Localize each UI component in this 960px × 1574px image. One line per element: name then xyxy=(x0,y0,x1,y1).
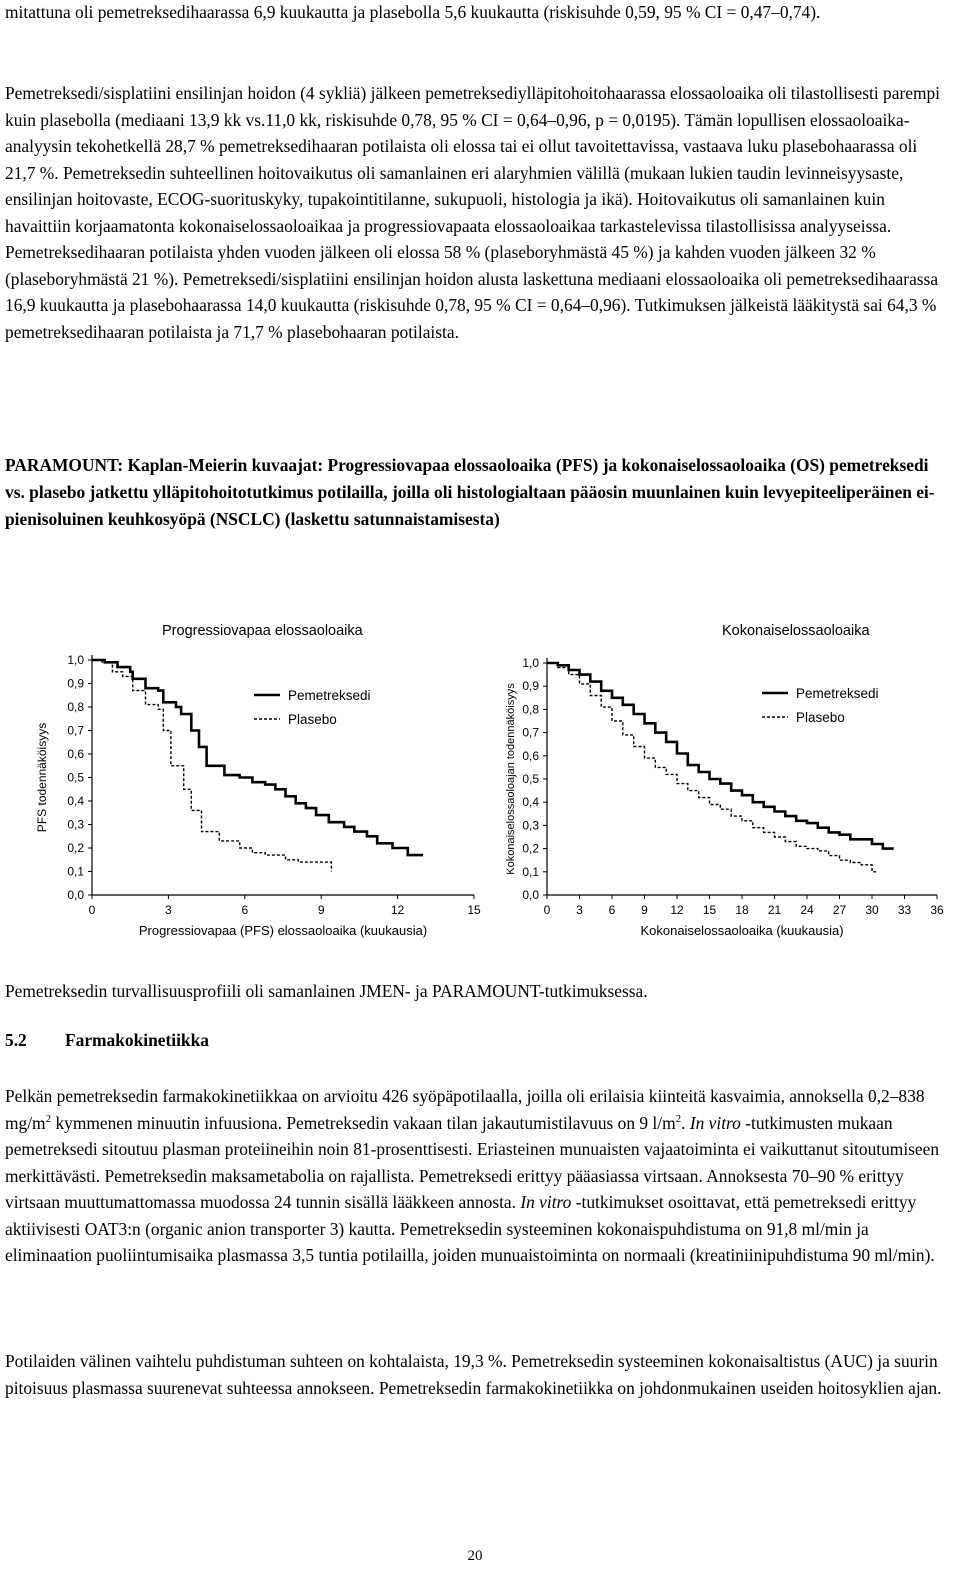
x-tick-label: 6 xyxy=(241,903,249,917)
y-tick-label: 0,6 xyxy=(67,747,84,761)
pk-text-b: kymmenen minuutin infuusiona. Pemetreksedin vakaan tilan jakautumistilavuus on 9 l/m xyxy=(51,1112,676,1133)
y-tick-label: 0,7 xyxy=(67,723,84,738)
chart-title: Kokonaiselossaoloaika xyxy=(722,623,870,639)
pk-text-e: -tutkimukset osoittavat, että pemetreksedi erittyy aktiivisesti OAT3:n (organic anion transporter 3) kautta. Pemetreksedin systeeminen kokonaispuhdistuma on 91,8 ml/min ja eliminaation puoliintumisaika plasmassa 3,5 tuntia potilailla, joiden munuaistoiminta on normaali (kreatiniinipuhdistuma 90 ml/min). xyxy=(5,1192,935,1265)
x-tick-label: 15 xyxy=(702,903,717,917)
y-tick-label: 0,8 xyxy=(67,700,84,714)
kaplan-meier-charts xyxy=(22,585,960,955)
x-tick-label: 12 xyxy=(390,903,405,917)
y-tick-label: 1,0 xyxy=(522,656,539,670)
section-title: Farmakokinetiikka xyxy=(65,1030,209,1050)
y-tick-label: 0,9 xyxy=(67,676,84,691)
chart-title: Progressiovapaa elossaoloaika xyxy=(162,623,363,639)
x-tick-label: 0 xyxy=(543,903,551,917)
x-axis-label: Progressiovapaa (PFS) elossaoloaika (kuukausia) xyxy=(138,923,428,938)
y-tick-label: 1,0 xyxy=(67,653,84,667)
y-tick-label: 0,5 xyxy=(522,772,539,786)
y-tick-label: 0,4 xyxy=(522,795,539,810)
pk-sup-2: 2 xyxy=(675,1112,682,1125)
legend-label: Pemetreksedi xyxy=(796,686,879,701)
y-tick-label: 0,5 xyxy=(67,770,84,785)
series-line-pemetreksedi xyxy=(92,660,423,855)
y-tick-label: 0,1 xyxy=(522,864,539,879)
paragraph-pharmacokinetics xyxy=(5,1083,950,1269)
pk-text-d: -tutkimusten mukaan pemetreksedi sitoutuu plasman proteiineihin noin 81-prosenttisesti. Eriasteinen munuaisten vajaatoiminta ei vaikuttanut sitoutumiseen merkittävästi. Pemetreksedin maksametabolia on rajallista. Pemetreksedi erittyy pääasiassa virtsaan. Annoksesta 70–90 % erittyy virtsaan muuttumattomassa muodossa 24 tunnin sisällä lääkkeen annosta. xyxy=(5,1112,940,1212)
y-tick-label: 0,2 xyxy=(522,841,539,856)
x-tick-label: 15 xyxy=(467,903,481,917)
pk-text-a: Pelkän pemetreksedin farmakokinetiikkaa on arvioitu 426 syöpäpotilaalla, joilla oli erilaisia kiinteitä kasvaimia, annoksella 0,2–838 mg/m xyxy=(5,1086,925,1133)
x-tick-label: 36 xyxy=(930,903,944,917)
paragraph-pfs-result: mitattuna oli pemetreksedihaarassa 6,9 kuukautta ja plasebolla 5,6 kuukautta (riskisuhde 0,59, 95 % CI = 0,47–0,74). xyxy=(5,2,821,22)
x-tick-label: 0 xyxy=(88,903,96,917)
kaplan-meier-figure xyxy=(22,585,960,955)
x-tick-label: 33 xyxy=(897,903,912,917)
y-tick-label: 0,1 xyxy=(67,864,84,879)
pk-text-c: . xyxy=(681,1112,690,1133)
x-tick-label: 18 xyxy=(735,903,749,917)
y-tick-label: 0,3 xyxy=(67,817,84,832)
paragraph-safety: Pemetreksedin turvallisuusprofiili oli samanlainen JMEN- ja PARAMOUNT-tutkimuksessa. xyxy=(5,981,648,1001)
x-axis-label: Kokonaiselossaoloaika (kuukausia) xyxy=(640,923,844,938)
legend-label: Plasebo xyxy=(288,712,337,727)
figure-heading: PARAMOUNT: Kaplan-Meierin kuvaajat: Progressiovapaa elossaoloaika (PFS) ja kokonaiselossaoloaika (OS) pemetreksedi vs. plasebo jatkettu ylläpitohoitotutkimus potilailla, joilla oli histologialtaan pääosin muunlainen kuin levyepiteeliperäinen ei-pienisoluinen keuhkosyöpä (NSCLC) (laskettu satunnaistamisesta) xyxy=(5,455,935,529)
x-tick-label: 3 xyxy=(576,903,583,917)
x-tick-label: 9 xyxy=(317,903,325,917)
pk-sup-1: 2 xyxy=(45,1112,52,1125)
section-heading xyxy=(5,1030,209,1051)
x-tick-label: 6 xyxy=(608,903,616,917)
y-axis-label: Kokonaiselossaoloajan todennäköisyys xyxy=(505,683,517,875)
pk-italic-in-vitro-1: In vitro xyxy=(689,1112,741,1133)
y-tick-label: 0,0 xyxy=(67,888,84,902)
legend-label: Plasebo xyxy=(796,710,845,725)
paragraph-variability: Potilaiden välinen vaihtelu puhdistuman suhteen on kohtalaista, 19,3 %. Pemetreksedin systeeminen kokonaisaltistus (AUC) ja suurin pitoisuus plasmassa suurenevat suhteessa annokseen. Pemetreksedin farmakokinetiikka on johdonmukainen useiden hoitosyklien ajan. xyxy=(5,1351,942,1398)
x-tick-label: 21 xyxy=(767,903,782,917)
x-tick-label: 30 xyxy=(865,903,879,917)
x-tick-label: 27 xyxy=(832,903,847,917)
y-axis-label: PFS todennäköisyys xyxy=(35,722,49,833)
y-tick-label: 0,3 xyxy=(522,818,539,833)
x-tick-label: 3 xyxy=(165,903,172,917)
section-number: 5.2 xyxy=(5,1030,27,1050)
x-tick-label: 12 xyxy=(670,903,684,917)
x-tick-label: 9 xyxy=(641,903,648,917)
y-tick-label: 0,0 xyxy=(522,888,539,902)
paragraph-os-result: Pemetreksedi/sisplatiini ensilinjan hoidon (4 sykliä) jälkeen pemetreksediylläpitohoitohaarassa elossaoloaika oli tilastollisesti parempi kuin plasebolla (mediaani 13,9 kk vs.11,0 kk, riskisuhde 0,78, 95 % CI = 0,64–0,96, p = 0,0195). Tämän lopullisen elossaoloaika-analyysin tekohetkellä 28,7 % pemetreksedihaaran potilaista oli elossa tai ei ollut tavoitettavissa, vastaava luku plasebohaarassa oli 21,7 %. Pemetreksedin suhteellinen hoitovaikutus oli samanlainen eri alaryhmien välillä (mukaan lukien taudin levinneisyysaste, ensilinjan hoitovaste, ECOG-suorituskyky, tupakointitilanne, sukupuoli, histologia ja ikä). Hoitovaikutus oli samanlainen kuin havaittiin korjaamatonta kokonaiselossaoloaikaa ja progressiovapaata elossaoloaikaa tarkastelevissa tilastollisissa analyyseissa. Pemetreksedihaaran potilaista yhden vuoden jälkeen oli elossa 58 % (plaseboryhmästä 45 %) ja kahden vuoden jälkeen 32 % (plaseboryhmästä 21 %). Pemetreksedi/sisplatiini ensilinjan hoidon alusta laskettuna mediaani elossaoloaika oli pemetreksedihaarassa 16,9 kuukautta ja plasebohaarassa 14,0 kuukautta (riskisuhde 0,78, 95 % CI = 0,64–0,96). Tutkimuksen jälkeistä lääkitystä sai 64,3 % pemetreksedihaaran potilaista ja 71,7 % plasebohaaran potilaista. xyxy=(5,83,941,342)
pk-italic-in-vitro-2: In vitro xyxy=(520,1192,572,1212)
y-tick-label: 0,8 xyxy=(522,702,539,717)
y-tick-label: 0,4 xyxy=(67,794,84,808)
page-number: 20 xyxy=(467,1548,483,1564)
y-tick-label: 0,2 xyxy=(67,841,84,855)
y-tick-label: 0,7 xyxy=(522,725,539,740)
legend-label: Pemetreksedi xyxy=(288,688,371,703)
y-tick-label: 0,9 xyxy=(522,679,539,694)
y-tick-label: 0,6 xyxy=(522,748,539,763)
x-tick-label: 24 xyxy=(800,903,814,917)
